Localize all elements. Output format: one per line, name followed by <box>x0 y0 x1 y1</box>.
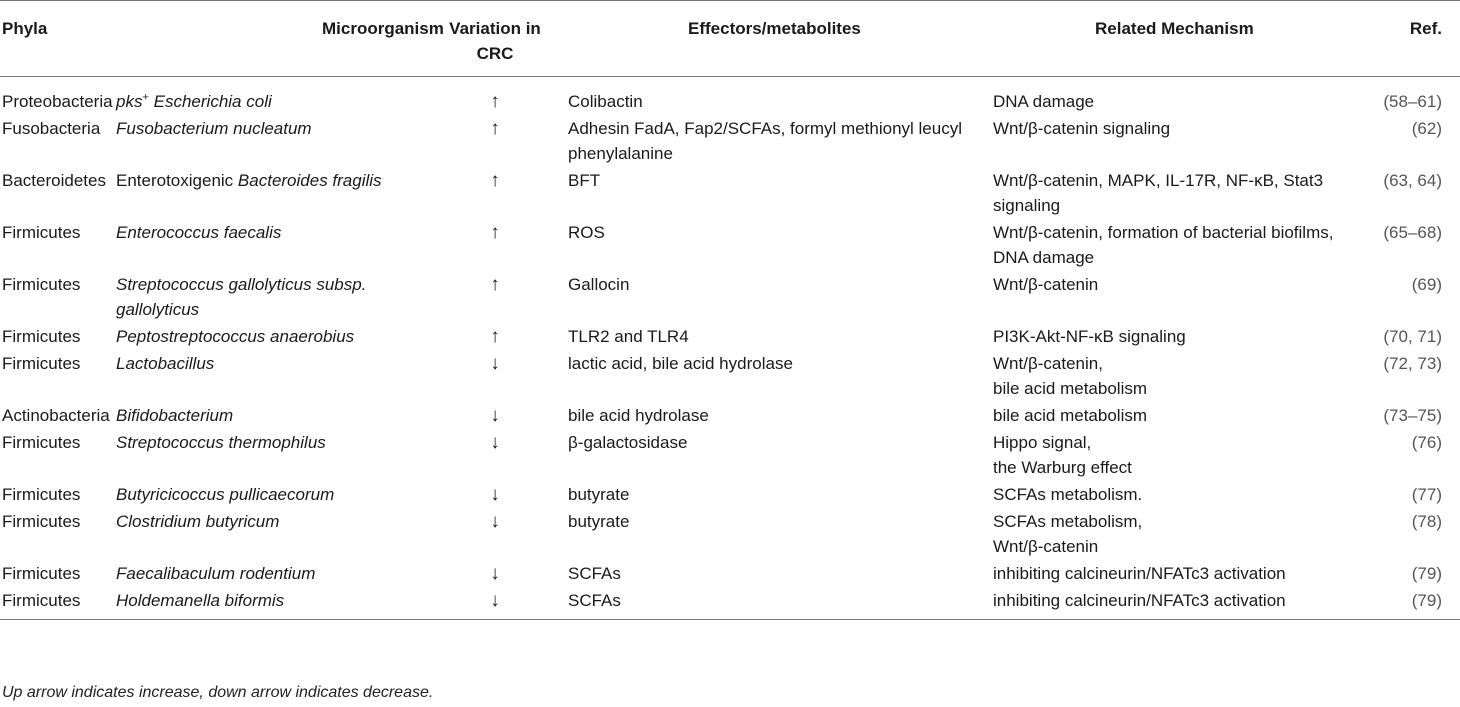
down-arrow-icon: ↓ <box>490 511 500 532</box>
table-body <box>0 77 1460 620</box>
ref-link: (65–68) <box>1383 223 1442 242</box>
cell-microorganism <box>110 429 430 481</box>
effectors-text: TLR2 and TLR4 <box>568 327 689 346</box>
cell-variation <box>430 481 560 508</box>
cell-ref <box>1350 587 1460 620</box>
cell-variation <box>430 167 560 219</box>
microorganism-name: Streptococcus gallolyticus subsp. gallolyticus <box>116 275 367 319</box>
cell-ref <box>1350 77 1460 116</box>
table-row <box>0 429 1460 481</box>
cell-mechanism <box>990 481 1350 508</box>
cell-effectors <box>560 560 990 587</box>
microorganism-superscript: + <box>142 91 149 104</box>
ref-link: (77) <box>1411 485 1442 504</box>
ref-link: (58–61) <box>1383 92 1442 111</box>
effectors-text: BFT <box>568 171 601 190</box>
effectors-text: butyrate <box>568 485 630 504</box>
cell-microorganism <box>110 77 430 116</box>
effectors-text: ROS <box>568 223 605 242</box>
phyla-text: Firmicutes <box>2 275 81 294</box>
cell-microorganism <box>110 323 430 350</box>
ref-link: (72, 73) <box>1383 354 1442 373</box>
cell-effectors <box>560 77 990 116</box>
cell-mechanism <box>990 560 1350 587</box>
effectors-text: Adhesin FadA, Fap2/SCFAs, formyl methionyl leucyl phenylalanine <box>568 119 962 163</box>
cell-phyla <box>0 323 110 350</box>
cell-phyla <box>0 219 110 271</box>
mechanism-line: the Warburg effect <box>993 458 1132 477</box>
microorganism-name: Streptococcus thermophilus <box>116 433 326 452</box>
up-arrow-icon: ↑ <box>490 222 500 243</box>
microorganism-name: Butyricicoccus pullicaecorum <box>116 485 335 504</box>
down-arrow-icon: ↓ <box>490 432 500 453</box>
ref-link: (78) <box>1411 512 1442 531</box>
effectors-text: bile acid hydrolase <box>568 406 709 425</box>
effectors-text: Colibactin <box>568 92 643 111</box>
mechanism-text: Wnt/β-catenin, MAPK, IL-17R, NF-κB, Stat3 signaling <box>993 171 1324 215</box>
cell-effectors <box>560 271 990 323</box>
microorganism-plain: Enterotoxigenic <box>116 171 234 190</box>
cell-microorganism <box>110 587 430 620</box>
microorganism-name: Fusobacterium nucleatum <box>116 119 312 138</box>
cell-mechanism <box>990 77 1350 116</box>
cell-microorganism <box>110 350 430 402</box>
cell-mechanism <box>990 323 1350 350</box>
header-ref: Ref. <box>1409 19 1442 38</box>
table-row <box>0 560 1460 587</box>
ref-link: (62) <box>1411 119 1442 138</box>
cell-microorganism <box>110 481 430 508</box>
cell-effectors <box>560 508 990 560</box>
ref-link: (70, 71) <box>1383 327 1442 346</box>
table-row <box>0 271 1460 323</box>
microorganism-prefix: pks <box>116 92 143 111</box>
cell-mechanism <box>990 429 1350 481</box>
phyla-text: Firmicutes <box>2 223 81 242</box>
table-row <box>0 508 1460 560</box>
effectors-text: β-galactosidase <box>568 433 688 452</box>
ref-link: (73–75) <box>1383 406 1442 425</box>
cell-variation <box>430 115 560 167</box>
cell-variation <box>430 219 560 271</box>
cell-phyla <box>0 77 113 116</box>
mechanism-line: Hippo signal, <box>993 433 1092 452</box>
cell-effectors <box>560 115 990 167</box>
cell-mechanism <box>990 587 1350 620</box>
cell-phyla <box>0 167 110 219</box>
ref-link: (63, 64) <box>1383 171 1442 190</box>
cell-ref <box>1350 429 1460 481</box>
effectors-text: butyrate <box>568 512 630 531</box>
cell-variation <box>430 560 560 587</box>
phyla-text: Firmicutes <box>2 327 81 346</box>
effectors-text: Gallocin <box>568 275 630 294</box>
mechanism-text: SCFAs metabolism. <box>993 485 1143 504</box>
mechanism-text: bile acid metabolism <box>993 406 1148 425</box>
cell-phyla <box>0 271 110 323</box>
cell-ref <box>1350 350 1460 402</box>
phyla-text: Actinobacteria <box>2 406 110 425</box>
header-variation: Variation in CRC <box>449 19 541 63</box>
phyla-text: Firmicutes <box>2 485 81 504</box>
table-row <box>0 587 1460 620</box>
table-row <box>0 167 1460 219</box>
mechanism-text: inhibiting calcineurin/NFATc3 activation <box>993 591 1286 610</box>
cell-variation <box>430 508 560 560</box>
cell-variation <box>430 402 560 429</box>
cell-ref <box>1350 323 1460 350</box>
cell-variation <box>430 429 560 481</box>
down-arrow-icon: ↓ <box>490 590 500 611</box>
microorganism-name: Bacteroides fragilis <box>237 171 382 190</box>
up-arrow-icon: ↑ <box>490 274 500 295</box>
down-arrow-icon: ↓ <box>490 353 500 374</box>
down-arrow-icon: ↓ <box>490 484 500 505</box>
cell-effectors <box>560 587 990 620</box>
cell-ref <box>1350 402 1460 429</box>
cell-phyla <box>0 350 110 402</box>
cell-phyla <box>0 587 110 620</box>
cell-phyla <box>0 429 110 481</box>
cell-ref <box>1350 508 1460 560</box>
mechanism-text: Wnt/β-catenin signaling <box>993 119 1171 138</box>
cell-ref <box>1350 560 1460 587</box>
table-row <box>0 350 1460 402</box>
cell-variation <box>430 587 560 620</box>
microorganism-name: Holdemanella biformis <box>116 591 285 610</box>
effectors-text: SCFAs <box>568 591 621 610</box>
mechanism-line: Wnt/β-catenin, <box>993 354 1103 373</box>
ref-link: (76) <box>1411 433 1442 452</box>
header-mechanism: Related Mechanism <box>1095 19 1254 38</box>
cell-mechanism <box>990 350 1350 402</box>
mechanism-line: bile acid metabolism <box>993 379 1148 398</box>
phyla-text: Firmicutes <box>2 354 81 373</box>
phyla-text: Fusobacteria <box>2 119 101 138</box>
header-effectors: Effectors/metabolites <box>688 19 861 38</box>
table-row <box>0 219 1460 271</box>
cell-mechanism <box>990 271 1350 323</box>
microorganism-name: Peptostreptococcus anaerobius <box>116 327 355 346</box>
cell-microorganism <box>110 508 430 560</box>
cell-microorganism <box>110 167 430 219</box>
microorganism-name: Escherichia coli <box>153 92 272 111</box>
table-row <box>0 115 1460 167</box>
cell-phyla <box>0 115 110 167</box>
cell-phyla <box>0 560 110 587</box>
mechanism-text: PI3K-Akt-NF-κB signaling <box>993 327 1186 346</box>
phyla-text: Firmicutes <box>2 433 81 452</box>
microorganism-name: Faecalibaculum rodentium <box>116 564 316 583</box>
cell-effectors <box>560 402 990 429</box>
cell-microorganism <box>110 560 430 587</box>
cell-ref <box>1350 219 1460 271</box>
header-phyla: Phyla <box>2 19 48 38</box>
cell-ref <box>1350 115 1460 167</box>
cell-phyla <box>0 508 110 560</box>
cell-effectors <box>560 481 990 508</box>
phyla-text: Firmicutes <box>2 591 81 610</box>
down-arrow-icon: ↓ <box>490 563 500 584</box>
cell-mechanism <box>990 115 1350 167</box>
phyla-text: Firmicutes <box>2 564 81 583</box>
ref-link: (79) <box>1411 591 1442 610</box>
mechanism-line: Wnt/β-catenin <box>993 537 1099 556</box>
mechanism-line: SCFAs metabolism, <box>993 512 1143 531</box>
table-row <box>0 481 1460 508</box>
header-microorganism: Microorganism <box>322 19 444 38</box>
cell-effectors <box>560 167 990 219</box>
cell-microorganism <box>110 271 430 323</box>
cell-effectors <box>560 350 990 402</box>
cell-mechanism <box>990 167 1350 219</box>
cell-variation <box>430 77 560 116</box>
up-arrow-icon: ↑ <box>490 118 500 139</box>
up-arrow-icon: ↑ <box>490 326 500 347</box>
microorganism-name: Enterococcus faecalis <box>116 223 282 242</box>
header-row <box>0 1 1460 77</box>
cell-microorganism <box>110 219 430 271</box>
cell-mechanism <box>990 219 1350 271</box>
mechanism-text: Wnt/β-catenin, formation of bacterial biofilms, DNA damage <box>993 223 1334 267</box>
cell-mechanism <box>990 402 1350 429</box>
phyla-text: Bacteroidetes <box>2 171 106 190</box>
microorganism-name: Lactobacillus <box>116 354 215 373</box>
cell-effectors <box>560 219 990 271</box>
phyla-text: Firmicutes <box>2 512 81 531</box>
table-row <box>0 323 1460 350</box>
cell-phyla <box>0 402 110 429</box>
mechanism-text: Wnt/β-catenin <box>993 275 1099 294</box>
cell-microorganism <box>110 115 430 167</box>
down-arrow-icon: ↓ <box>490 405 500 426</box>
mechanism-text: DNA damage <box>993 92 1095 111</box>
cell-mechanism <box>990 508 1350 560</box>
up-arrow-icon: ↑ <box>490 91 500 112</box>
ref-link: (69) <box>1411 275 1442 294</box>
cell-phyla <box>0 481 110 508</box>
microorganism-name: Bifidobacterium <box>116 406 234 425</box>
ref-link: (79) <box>1411 564 1442 583</box>
table-footnote: Up arrow indicates increase, down arrow indicates decrease. <box>2 684 434 701</box>
table-row <box>0 77 1460 116</box>
cell-variation <box>430 271 560 323</box>
cell-variation <box>430 350 560 402</box>
cell-ref <box>1350 271 1460 323</box>
mechanism-text: inhibiting calcineurin/NFATc3 activation <box>993 564 1286 583</box>
microorganism-name: Clostridium butyricum <box>116 512 280 531</box>
up-arrow-icon: ↑ <box>490 170 500 191</box>
cell-ref <box>1350 167 1460 219</box>
cell-ref <box>1350 481 1460 508</box>
effectors-text: SCFAs <box>568 564 621 583</box>
cell-effectors <box>560 429 990 481</box>
phyla-text: Proteobacteria <box>2 92 113 111</box>
table-row <box>0 402 1460 429</box>
cell-effectors <box>560 323 990 350</box>
cell-microorganism <box>110 402 430 429</box>
effectors-text: lactic acid, bile acid hydrolase <box>568 354 793 373</box>
cell-variation <box>430 323 560 350</box>
